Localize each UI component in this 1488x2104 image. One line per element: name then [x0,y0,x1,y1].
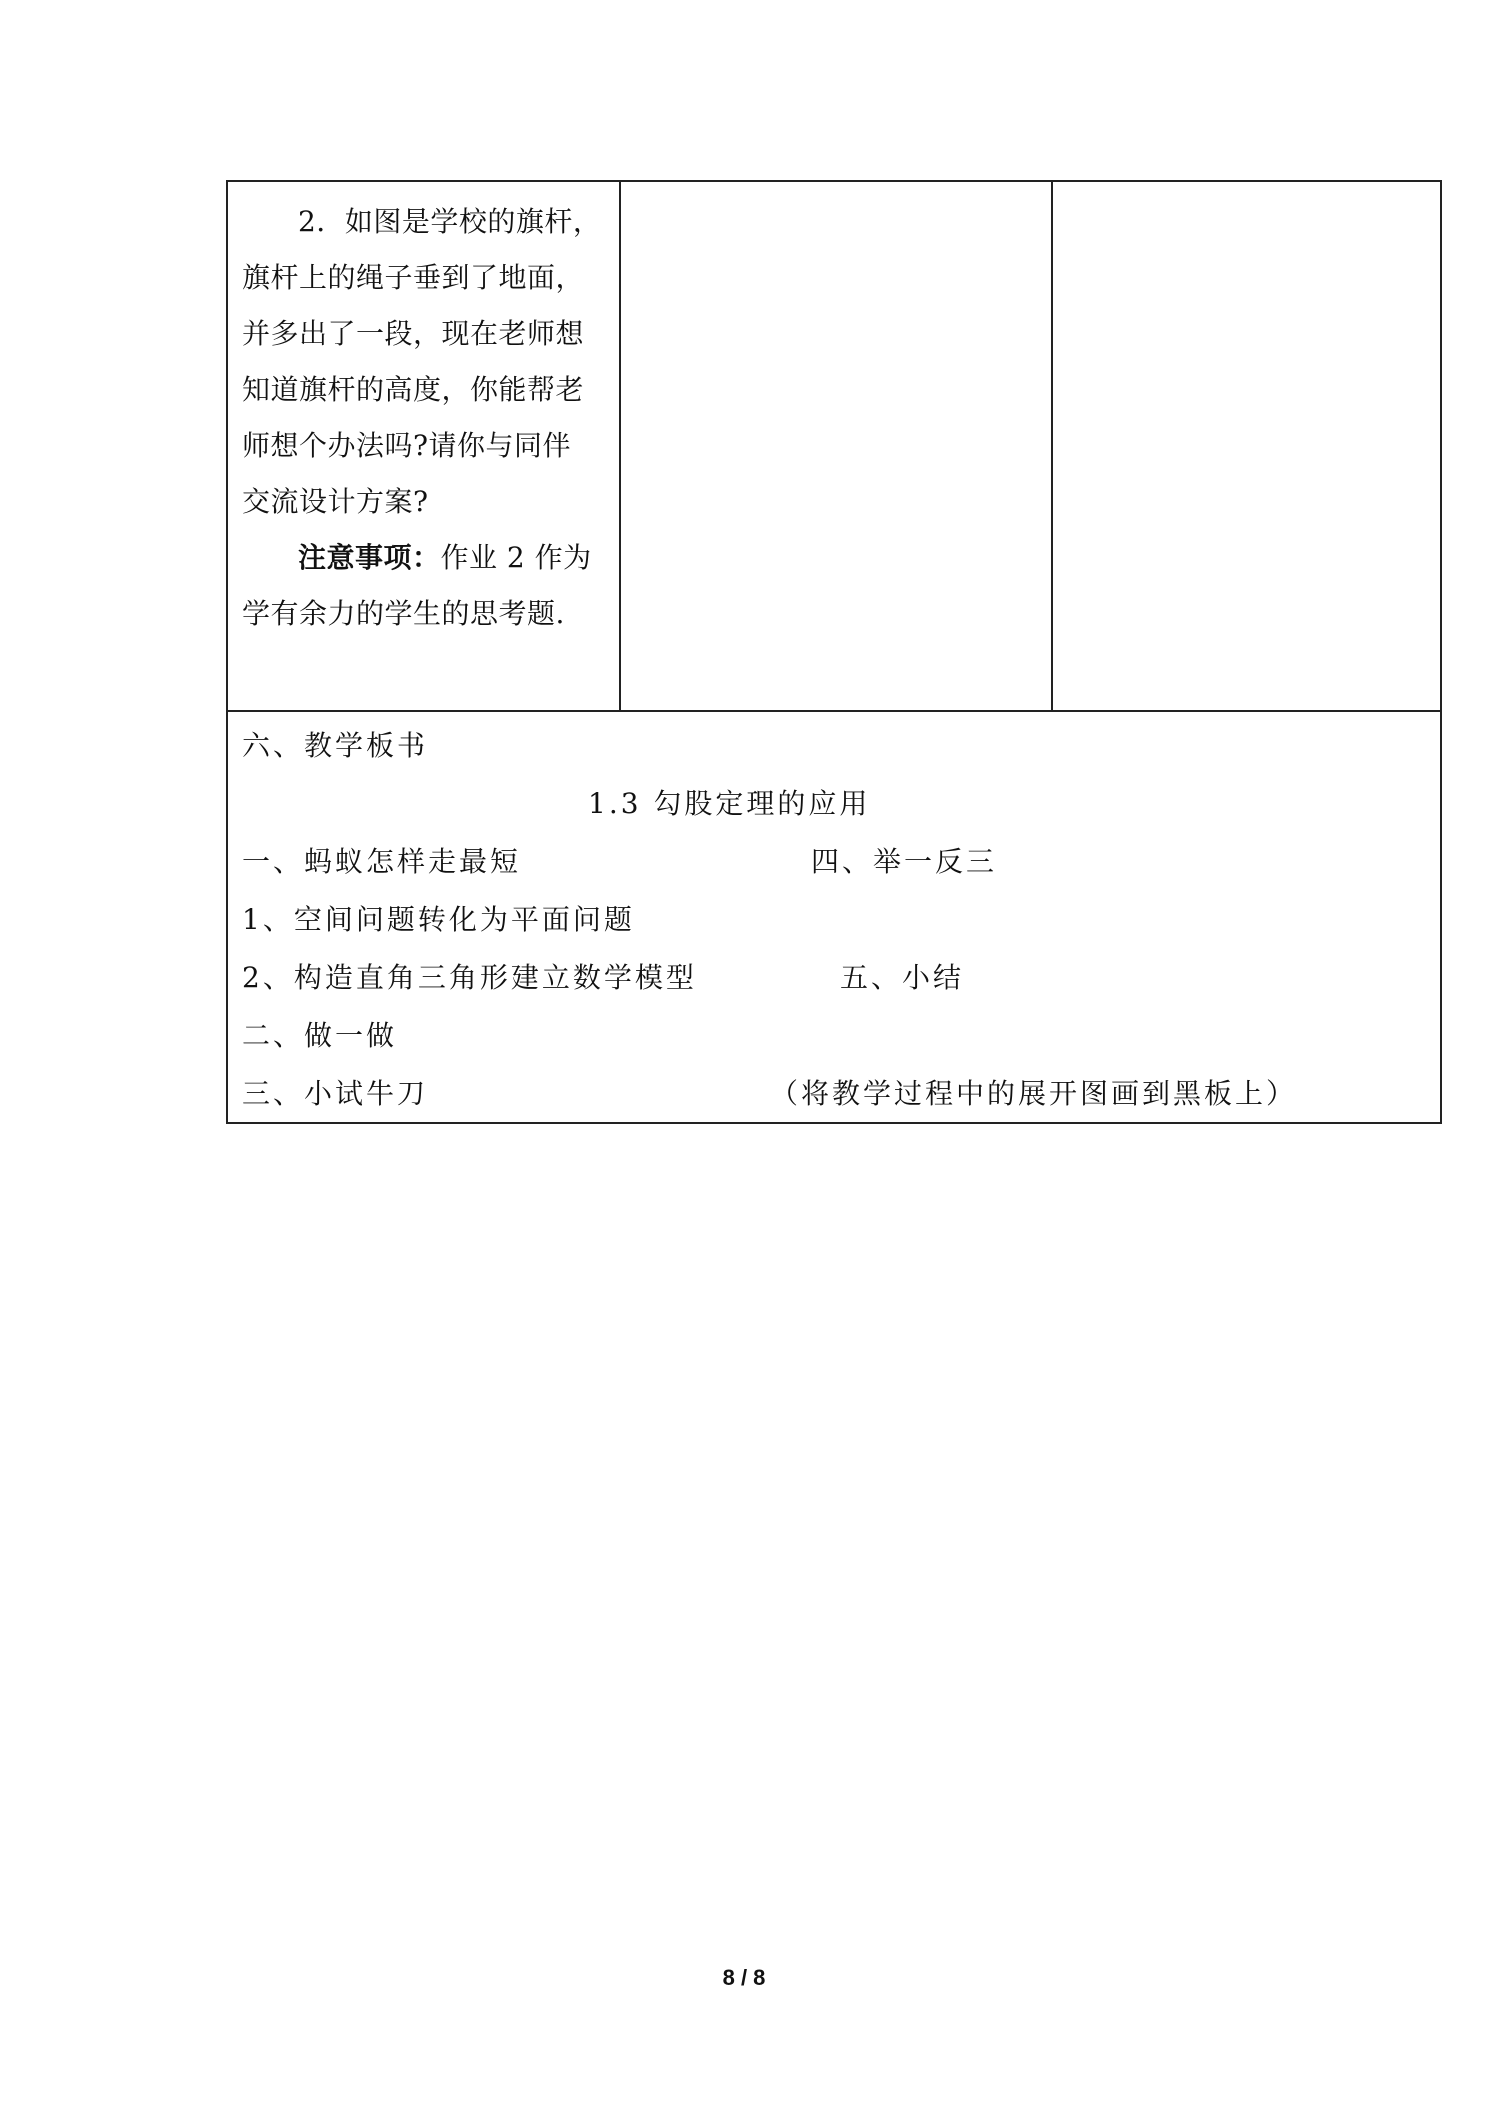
board-sub-2: 2、构造直角三角形建立数学模型 [242,961,697,994]
board-item-3: 三、小试牛刀 [242,1077,429,1110]
blackboard-plan-section [226,710,1442,1124]
note-line-1 [242,530,607,586]
board-item-5: 五、小结 [840,961,965,994]
question-text-2: 旗杆上的绳子垂到了地面， [242,261,585,294]
question-text-5: 师想个办法吗?请你与同伴 [242,429,572,462]
question-text-1: 2．如图是学校的旗杆， [298,205,602,238]
board-item-2: 二、做一做 [242,1019,398,1052]
question-line-1 [242,194,607,250]
question-line-6 [242,474,607,530]
question-line-4 [242,362,607,418]
question-text-6: 交流设计方案? [242,485,429,518]
question-line-2 [242,250,607,306]
board-title: 1.3 勾股定理的应用 [588,787,871,820]
note-text-1: 作业 2 作为 [440,541,592,574]
board-heading: 六、教学板书 [242,729,429,762]
question-line-3 [242,306,607,362]
board-item-4: 四、举一反三 [811,845,998,878]
board-note: （将教学过程中的展开图画到黑板上） [770,1077,1298,1110]
question-line-5 [242,418,607,474]
empty-cell-middle [621,182,1053,710]
board-item-1: 一、蚂蚁怎样走最短 [242,845,522,878]
note-line-2 [242,586,607,642]
empty-cell-right [1053,182,1440,710]
question-text-4: 知道旗杆的高度，你能帮老 [242,373,585,406]
homework-cell-content [228,182,621,710]
homework-table [226,180,1442,712]
note-label: 注意事项： [298,541,441,574]
question-text-3: 并多出了一段，现在老师想 [242,317,585,350]
page-number: 8 / 8 [722,1965,766,1990]
note-text-2: 学有余力的学生的思考题. [242,597,565,630]
board-sub-1: 1、空间问题转化为平面问题 [242,903,635,936]
